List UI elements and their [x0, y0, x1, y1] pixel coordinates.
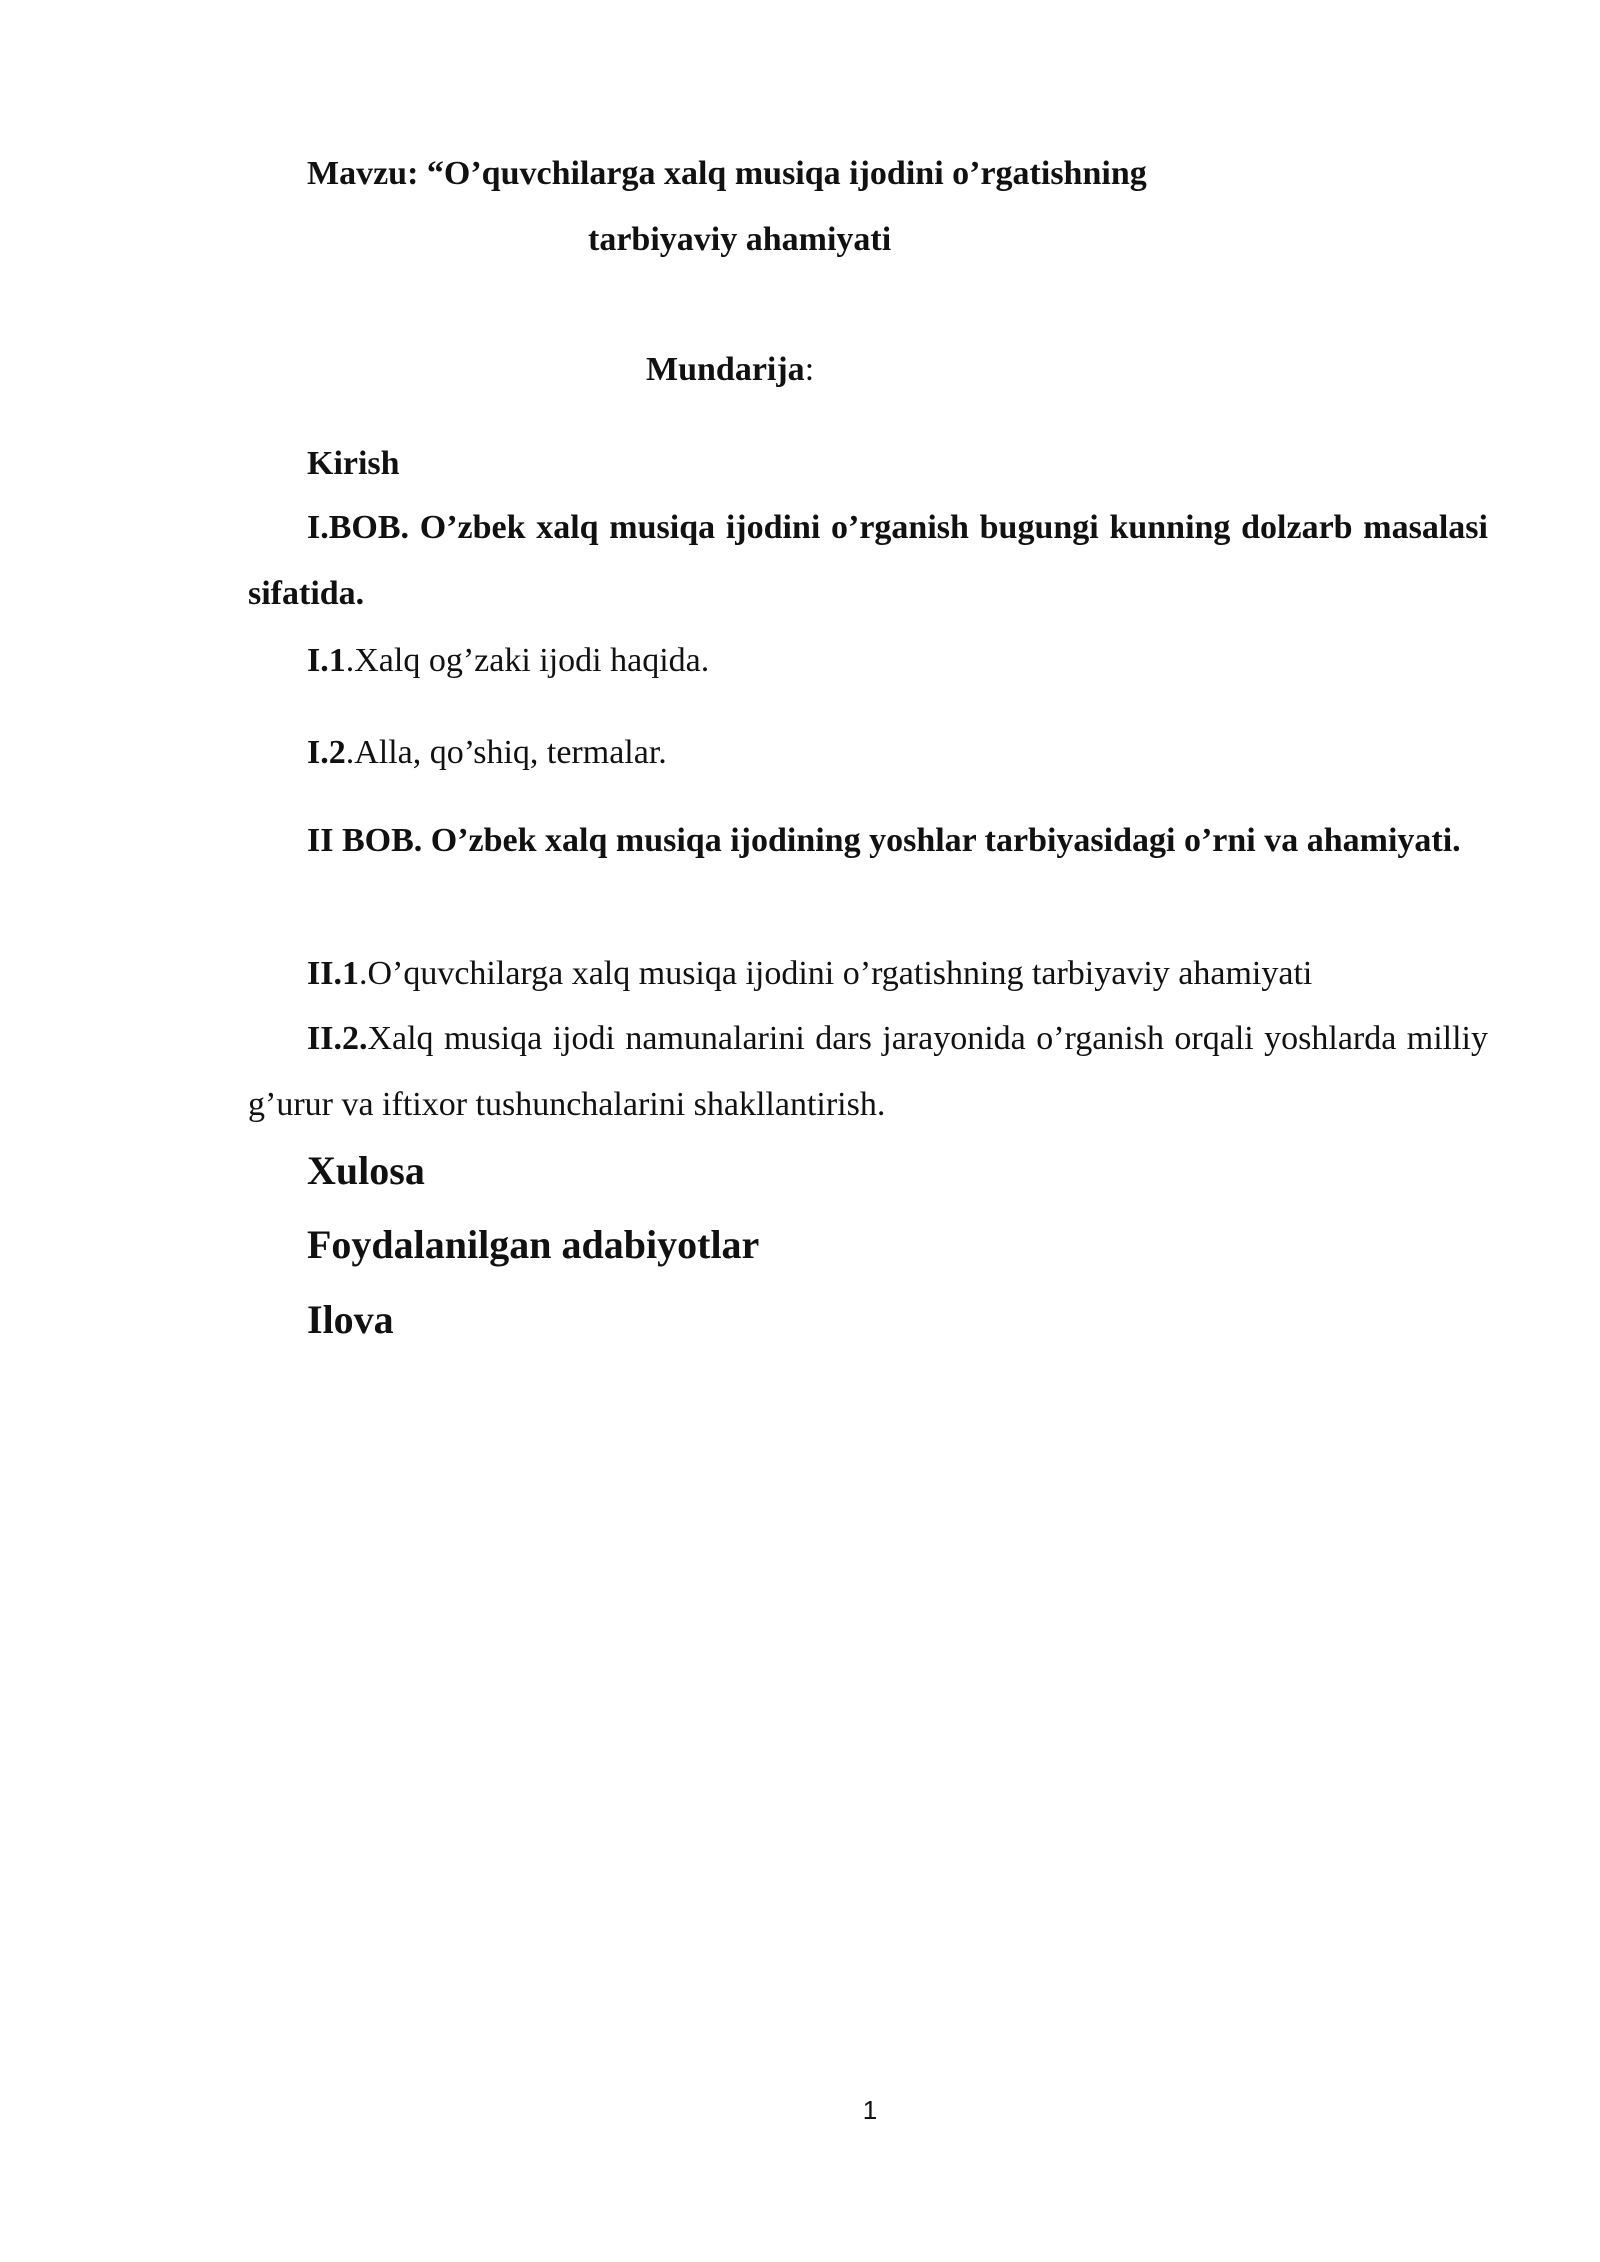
toc-references: Foydalanilgan adabiyotlar	[307, 1222, 760, 1267]
section-number: II.1	[307, 955, 359, 992]
contents-heading	[646, 350, 814, 390]
section-number: I.1	[307, 642, 346, 679]
toc-intro: Kirish	[307, 445, 400, 482]
contents-heading-colon: :	[804, 351, 815, 388]
toc-section-1-2	[307, 733, 667, 773]
topic-line-1: Mavzu: “O’quvchilarga xalq musiqa ijodini o’rgatishning	[307, 155, 1147, 192]
toc-section-2-1	[307, 954, 1312, 994]
toc-appendix: Ilova	[307, 1297, 394, 1342]
page-number: 1	[862, 2095, 878, 2125]
section-title: .Alla, qo’shiq, termalar.	[345, 734, 667, 771]
section-number: I.2	[307, 734, 346, 771]
toc-section-2-2	[248, 1006, 1488, 1138]
toc-chapter-2-title: II BOB. O’zbek xalq musiqa ijodining yoshlar tarbiyasidagi o’rni va ahamiyati.	[307, 822, 1461, 859]
section-title: .O’quvchilarga xalq musiqa ijodini o’rgatishning tarbiyaviy ahamiyati	[358, 955, 1313, 992]
toc-section-1-1	[307, 641, 709, 681]
topic-line-2: tarbiyaviy ahamiyati	[588, 221, 892, 258]
toc-chapter-1-title: I.BOB. O’zbek xalq musiqa ijodini o’rganish bugungi kunning dolzarb masalasi sifatida.	[248, 509, 1488, 612]
section-title: Xalq musiqa ijodi namunalarini dars jarayonida o’rganish orqali yoshlarda milliy g’urur va iftixor tushunchalarini shakllantirish.	[248, 1020, 1488, 1123]
contents-heading-text: Mundarija	[646, 351, 805, 388]
toc-conclusion: Xulosa	[307, 1148, 425, 1193]
section-number: II.2.	[307, 1020, 368, 1057]
section-title: .Xalq og’zaki ijodi haqida.	[345, 642, 710, 679]
